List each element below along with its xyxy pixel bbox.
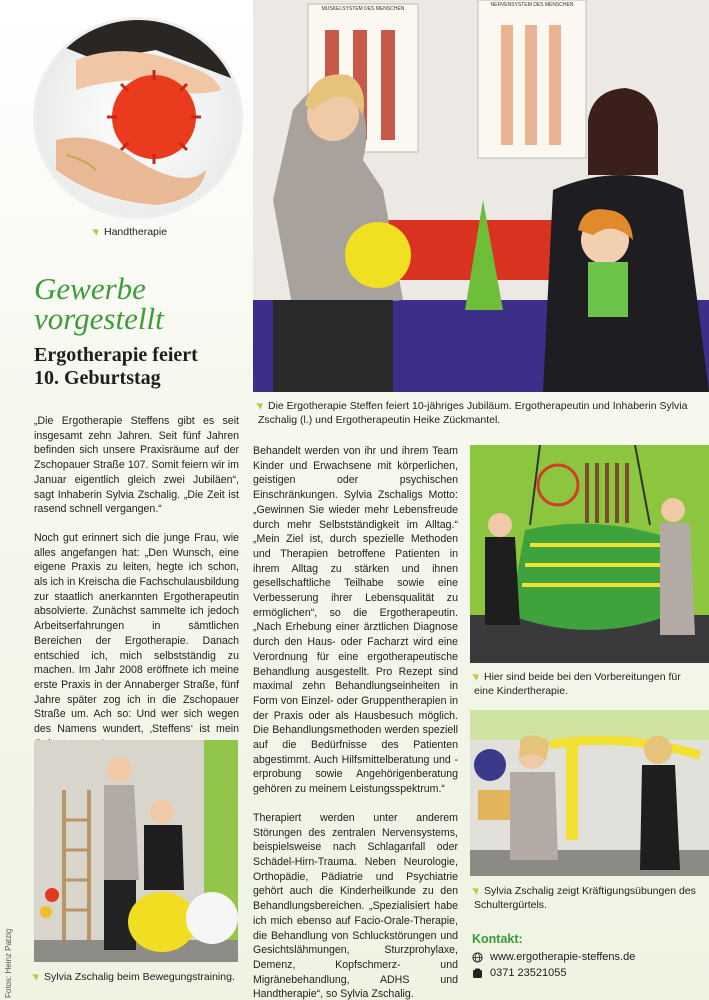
- contact-web[interactable]: www.ergotherapie-steffens.de: [490, 951, 636, 963]
- col1-paragraph-1: „Die Ergotherapie Steffens gibt es seit insgesamt zehn Jahren. Seit fünf Jahren befinden sich unsere Praxisräume auf der Zschopauer Straße 107. Somit feiern wir im Januar eigentlich gleich zwei Jubiläen“, sagt Inhaberin Sylvia Zschalig. „Die Zeit ist rasend schnell vergangen.“: [34, 415, 239, 516]
- contact-phone-row: [472, 965, 702, 981]
- column-1: [34, 414, 239, 765]
- swing-photo: [470, 445, 709, 663]
- contact-phone: 0371 23521055: [490, 967, 567, 979]
- caption-hand: Handtherapie: [94, 225, 234, 239]
- col1-paragraph-2: Noch gut erinnert sich die junge Frau, wie alles angefangen hat: „Den Wunsch, eine eigene Praxis zu leiten, hegte ich schon, als ich in Kreischa die Fachschulausbildung zur staatlich anerkannten Ergotherapeutin absolvierte. Zunächst sammelte ich jedoch Arbeitserfahrungen in sämtlichen Bereichen der Ergotherapie. Danach entschied ich, mich selbstständig zu machen. Im Jahr 2008 eröffnete ich meine erste Praxis in der Annaberger Straße, fünf Jahre später zog ich in die Zschopauer Straße um. Ach so: Und wer sich wegen des Namens wundert, ‚Steffens‘ ist mein: [34, 531, 239, 736]
- caption-arrow-icon: [472, 671, 481, 680]
- caption-arrow-icon: [32, 971, 41, 980]
- caption-schulter: Sylvia Zschalig zeigt Kräftigungsübungen des Schultergürtels.: [474, 885, 696, 911]
- contact-box: [472, 932, 702, 986]
- contact-title: Kontakt:: [472, 932, 523, 946]
- exercise-photo: [34, 740, 238, 962]
- caption-main: Die Ergotherapie Steffen feiert 10-jähriges Jubiläum. Ergotherapeutin und Inhaberin Sylvia Zschalig (l.) und Ergotherapeutin Heike Zückmantel.: [258, 400, 688, 426]
- shoulder-photo: [470, 710, 709, 876]
- caption-kinder: Hier sind beide bei den Vorbereitungen für eine Kindertherapie.: [474, 671, 681, 697]
- photo-credit: Fotos: Heinz Patzig: [4, 928, 13, 998]
- caption-arrow-icon: [256, 400, 265, 409]
- hand-therapy-photo: [36, 20, 240, 216]
- col2-paragraph-1: Behandelt werden von ihr und ihrem Team Kinder und Erwachsene mit körperlichen, geistigen oder psychischen Einschränkungen. Sylvia Zschaligs Motto: „Gewinnen Sie wieder mehr Lebensfreude durch mehr Selbstständigkeit im Alltag.“ „Mein Ziel ist, durch spezielle Methoden und Therapien betroffene Patienten in ihrem Alltag zu stärken und ihnen gesellschaftliche Teilhabe sowie eine Verbesserung ihrer Lebensqualität zu ermöglichen“, so die Ergotherapeutin. „Nach Erhebung einer ärztlichen Diagnose durch den Haus- oder Facharzt wird eine Verordnung für eine ergotherapeutische Behandlung ausgestellt. Pro Rezept sind maximal zehn Behandlungseinheiten in Form von Einzel- oder Gruppentherapien in der Praxis oder als Hausbesuch möglich. Die Behandlungsmethoden werden speziell auf die Bedürfnisse des Patienten abgestimmt. Auch Hilfsmittelberatung und -erprobung sowie Angehörigenberatung gehören zu meinem Leistungsspektrum.“: [253, 445, 458, 796]
- main-photo: [253, 0, 709, 392]
- section-kicker: Gewerbe vorgestellt: [34, 271, 164, 336]
- caption-arrow-icon: [472, 885, 481, 894]
- caption-bewegung: Sylvia Zschalig beim Bewegungstraining.: [34, 970, 244, 984]
- column-2: [253, 444, 458, 1000]
- web-icon: [472, 952, 483, 963]
- poster-left: MUSKELSYSTEM DES MENSCHEN: [321, 6, 405, 12]
- poster-right: NERVENSYSTEM DES MENSCHEN: [490, 2, 574, 8]
- caption-arrow-icon: [92, 226, 101, 235]
- article-headline: Ergotherapie feiert 10. Geburtstag: [34, 344, 198, 389]
- phone-icon: [472, 968, 483, 979]
- contact-web-row[interactable]: [472, 949, 702, 965]
- col2-paragraph-2: Therapiert werden unter anderem Störungen des zentralen Nervensystems, beispielsweise nach Schlaganfall oder Schädel-Hirn-Trauma. Neben Neurologie, Orthopädie, Pädiatrie und Psychiatrie gehört auch die Kinderheilkunde zu den Behandlungsbereichen. „Spezialisiert habe ich mich ebenso auf Facio-Orale-Therapie, die Behandlung von Schluckstörungen und Gesichtslähmungen, Sturzprohylaxe, Demenz, Kopfschmerz- und Migränebehandlung, ADHS und Handtherapie“, so Sylvia Zschalig.: [253, 811, 458, 1000]
